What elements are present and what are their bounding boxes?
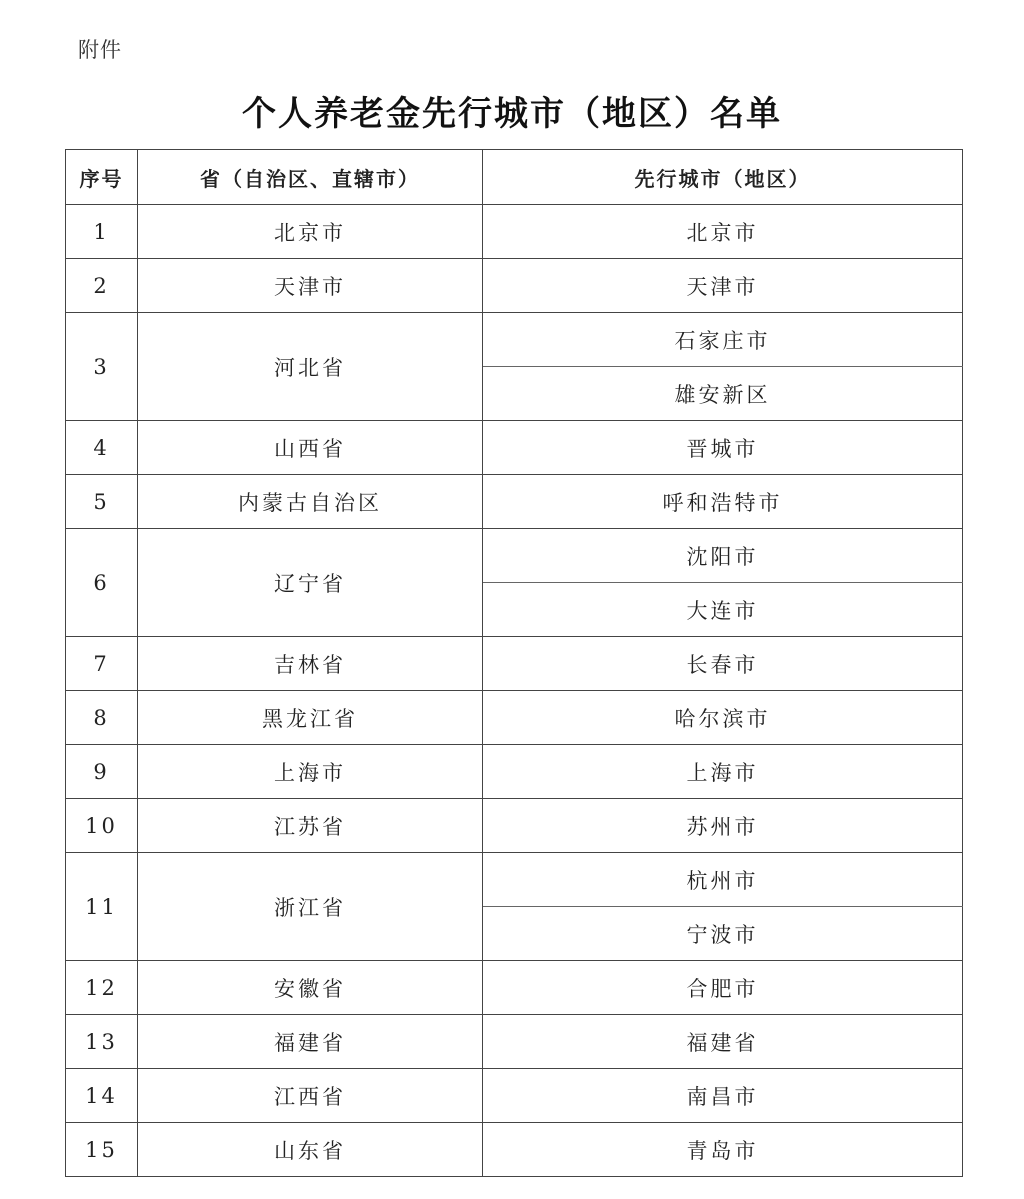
city-cell: 晋城市 [483, 421, 963, 475]
city-cell: 宁波市 [483, 907, 963, 961]
table-row [66, 205, 963, 259]
table-row [66, 475, 963, 529]
document-title: 个人养老金先行城市（地区）名单 [242, 94, 782, 134]
row-index-cell: 5 [66, 475, 138, 529]
province-cell: 黑龙江省 [138, 691, 483, 745]
province-cell: 天津市 [138, 259, 483, 313]
city-cell: 沈阳市 [483, 529, 963, 583]
table-row [66, 259, 963, 313]
table-header-row [66, 150, 963, 205]
city-cell: 上海市 [483, 745, 963, 799]
province-cell: 河北省 [138, 313, 483, 421]
province-cell: 山西省 [138, 421, 483, 475]
province-cell: 浙江省 [138, 853, 483, 961]
city-cell: 哈尔滨市 [483, 691, 963, 745]
city-cell: 雄安新区 [483, 367, 963, 421]
city-cell: 长春市 [483, 637, 963, 691]
row-index-cell: 8 [66, 691, 138, 745]
row-index-cell: 12 [66, 961, 138, 1015]
province-cell: 安徽省 [138, 961, 483, 1015]
city-cell: 北京市 [483, 205, 963, 259]
city-cell: 石家庄市 [483, 313, 963, 367]
table-row [66, 799, 963, 853]
city-cell: 福建省 [483, 1015, 963, 1069]
province-cell: 内蒙古自治区 [138, 475, 483, 529]
table-row [66, 637, 963, 691]
table-row [66, 691, 963, 745]
province-cell: 江西省 [138, 1069, 483, 1123]
table-body [66, 205, 963, 1177]
row-index-cell: 2 [66, 259, 138, 313]
header-city: 先行城市（地区） [483, 150, 963, 205]
province-cell: 辽宁省 [138, 529, 483, 637]
row-index-cell: 14 [66, 1069, 138, 1123]
row-index-cell: 9 [66, 745, 138, 799]
row-index-cell: 7 [66, 637, 138, 691]
city-cell: 大连市 [483, 583, 963, 637]
city-cell: 合肥市 [483, 961, 963, 1015]
row-index-cell: 1 [66, 205, 138, 259]
city-cell: 青岛市 [483, 1123, 963, 1177]
city-cell: 呼和浩特市 [483, 475, 963, 529]
province-cell: 上海市 [138, 745, 483, 799]
table-row [66, 1015, 963, 1069]
header-province: 省（自治区、直辖市） [138, 150, 483, 205]
table-row [66, 961, 963, 1015]
province-cell: 福建省 [138, 1015, 483, 1069]
row-index-cell: 13 [66, 1015, 138, 1069]
table-row [66, 745, 963, 799]
city-cell: 杭州市 [483, 853, 963, 907]
city-cell: 苏州市 [483, 799, 963, 853]
city-cell: 天津市 [483, 259, 963, 313]
table-row [66, 421, 963, 475]
row-index-cell: 6 [66, 529, 138, 637]
row-index-cell: 4 [66, 421, 138, 475]
table-row [66, 529, 963, 583]
table-row [66, 313, 963, 367]
city-cell: 南昌市 [483, 1069, 963, 1123]
table-row [66, 1069, 963, 1123]
row-index-cell: 11 [66, 853, 138, 961]
row-index-cell: 3 [66, 313, 138, 421]
province-cell: 吉林省 [138, 637, 483, 691]
province-cell: 山东省 [138, 1123, 483, 1177]
province-cell: 江苏省 [138, 799, 483, 853]
attachment-label: 附件 [78, 38, 122, 62]
table-row [66, 1123, 963, 1177]
row-index-cell: 10 [66, 799, 138, 853]
pilot-city-table [65, 149, 963, 1177]
header-index: 序号 [66, 150, 138, 205]
province-cell: 北京市 [138, 205, 483, 259]
row-index-cell: 15 [66, 1123, 138, 1177]
table-row [66, 853, 963, 907]
